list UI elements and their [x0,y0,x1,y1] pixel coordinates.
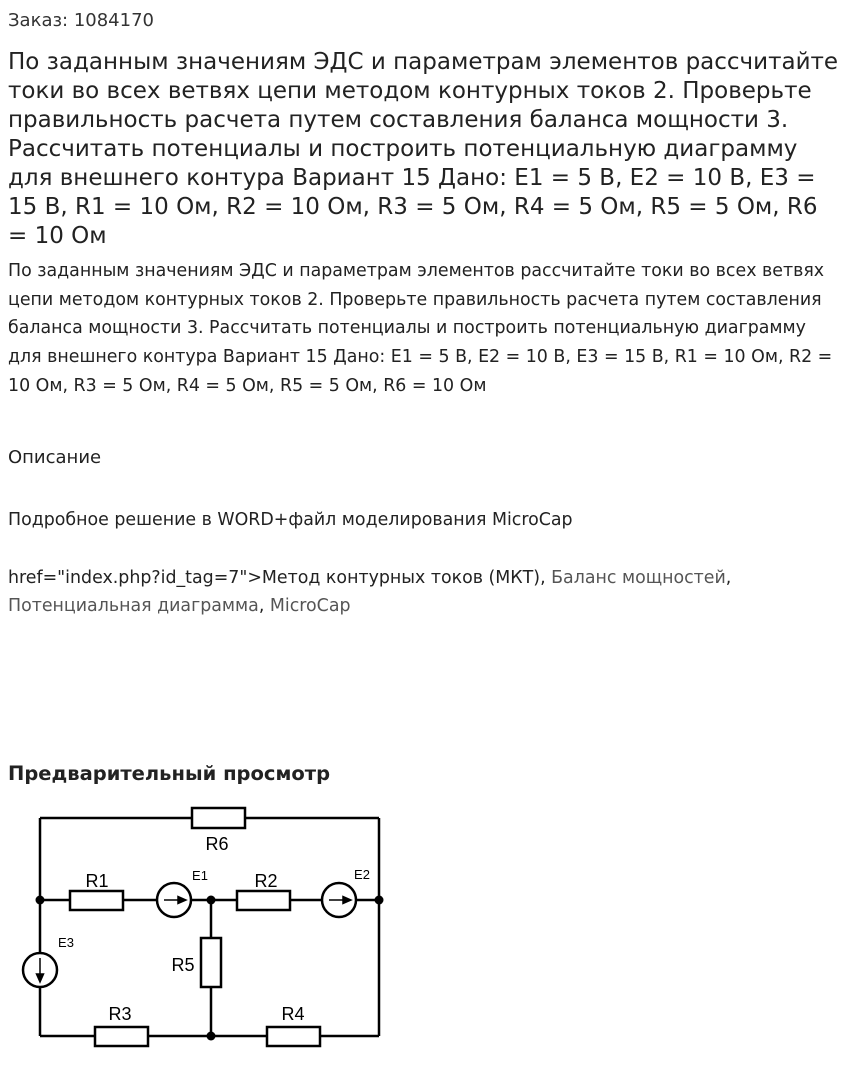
label-r5: R5 [171,955,195,975]
label-r4: R4 [281,1004,305,1024]
tag-link-microcap[interactable]: MicroCap [269,596,351,616]
page-title: По заданным значениям ЭДС и параметрам элементов рассчитайте токи во всех ветвях цепи методом контурных токов 2. Проверьте правильность расчета путем составления баланса мощности 3. Рассчитать потенциалы и построить потенциальную диаграмму для внешнего контура Вариант 15 Дано: E1 = 5 В, E2 = 10 В, E3 = 15 В, R1 = 10 Ом, R2 = 10 Ом, R3 = 5 Ом, R4 = 5 Ом, R5 = 5 Ом, R6 = 10 Ом [8,49,839,249]
resistor-r4 [267,1027,320,1046]
description-heading: Описание [8,447,102,468]
node-bottom [207,1032,216,1041]
resistor-r3 [95,1027,148,1046]
tag-link-power-balance[interactable]: Баланс мощностей [551,568,726,588]
node-left [36,896,45,905]
node-middle [207,896,216,905]
preview-heading: Предварительный просмотр [8,762,331,785]
resistor-r5 [201,938,221,987]
label-r1: R1 [85,871,109,891]
label-e2: E2 [354,867,370,882]
label-e1: E1 [192,868,208,883]
tag-link-potential-diagram[interactable]: Потенциальная диаграмма [8,596,259,616]
resistor-r2 [237,891,290,910]
tag-prefix: href="index.php?id_tag=7">Метод контурных токов (МКТ) [8,568,541,588]
node-right [375,896,384,905]
label-r2: R2 [254,871,278,891]
resistor-r1 [70,891,123,910]
label-r3: R3 [108,1004,132,1024]
label-e3: E3 [58,935,74,950]
tag-list: href="index.php?id_tag=7">Метод контурных токов (МКТ), Баланс мощностей, Потенциальная диаграмма, MicroCap [8,568,732,616]
description-text: Подробное решение в WORD+файл моделирования MicroCap [8,510,573,530]
resistor-r6 [192,808,245,828]
order-number: Заказ: 1084170 [8,10,154,31]
label-r6: R6 [205,834,229,854]
task-text: По заданным значениям ЭДС и параметрам элементов рассчитайте токи во всех ветвях цепи методом контурных токов 2. Проверьте правильность расчета путем составления баланса мощности 3. Рассчитать потенциалы и построить потенциальную диаграмму для внешнего контура Вариант 15 Дано: E1 = 5 В, E2 = 10 В, E3 = 15 В, R1 = 10 Ом, R2 = 10 Ом, R3 = 5 Ом, R4 = 5 Ом, R5 = 5 Ом, R6 = 10 Ом [8,261,833,396]
